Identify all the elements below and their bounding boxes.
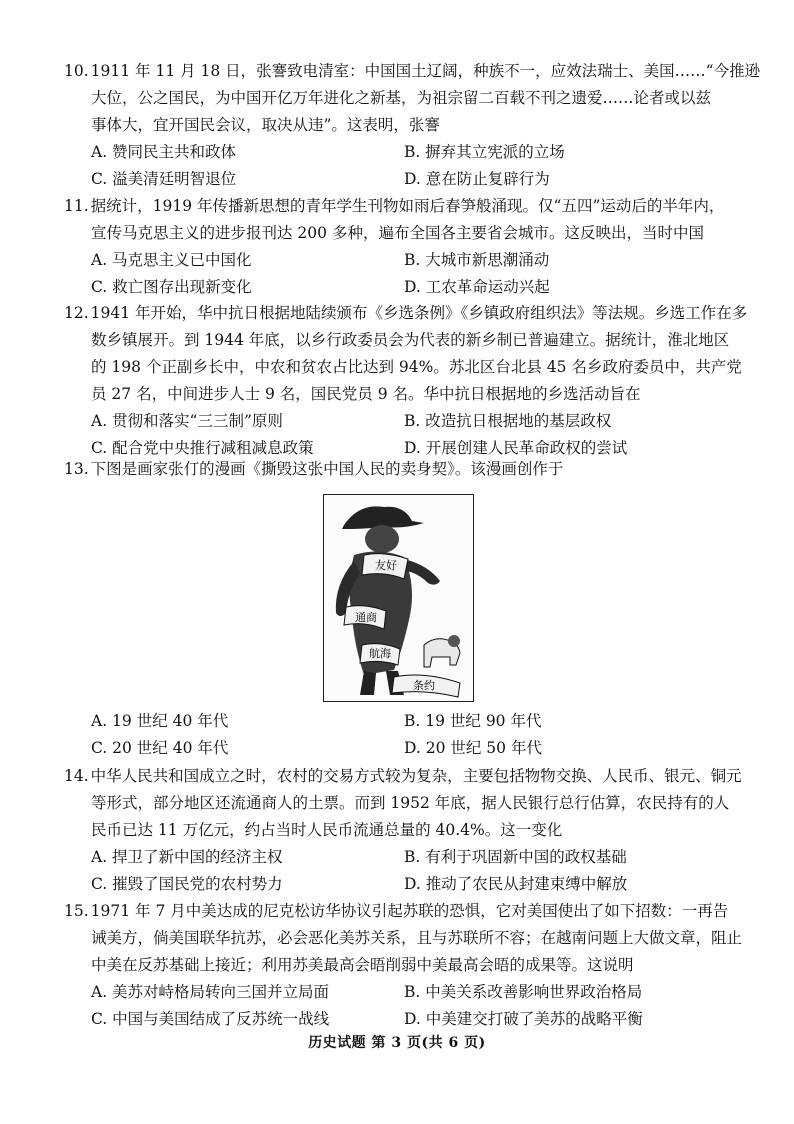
question-13 [64, 456, 764, 483]
stem-line: 员 27 名，中间进步人士 9 名，国民党员 9 名。华中抗日根据地的乡选活动旨在 [91, 385, 641, 403]
option-a: A. 美苏对峙格局转向三国并立局面 [91, 983, 330, 1001]
option-b: B. 摒弃其立宪派的立场 [404, 143, 565, 161]
stem-line: 宣传马克思主义的进步报刊达 200 多种，遍布全国各主要省会城市。这反映出，当时中国 [91, 224, 704, 242]
question-number: 10. [64, 62, 89, 80]
question-stem [64, 898, 764, 979]
stem-line: 大位，公之国民，为中国开亿万年进化之新基，为祖宗留二百载不刊之遗爱……论者或以兹 [91, 89, 712, 107]
stem-line: 的 198 个正副乡长中，中农和贫农占比达到 94%。苏北区台北县 45 名乡政府委员中，共产党 [91, 358, 742, 376]
options [91, 139, 764, 193]
question-number: 13. [64, 460, 89, 478]
stem-line: 据统计，1919 年传播新思想的青年学生刊物如雨后春笋般涌现。仅“五四”运动后的半年内， [90, 197, 725, 215]
page-footer: 历史试题 第 3 页(共 6 页) [308, 1035, 486, 1051]
stem-line: 事体大，宜开国民会议，取决从违”。这表明，张謇 [91, 116, 440, 134]
options [91, 247, 764, 301]
options [91, 979, 764, 1033]
cartoon-label: 通商 [355, 611, 377, 624]
stem-line: 等形式，部分地区还流通商人的土票。而到 1952 年底，据人民银行总行估算，农民持有的人 [91, 794, 730, 812]
option-d: D. 中美建交打破了美苏的战略平衡 [404, 1010, 643, 1028]
option-a: A. 马克思主义已中国化 [91, 251, 252, 269]
stem-line: 民币已达 11 万亿元，约占当时人民币流通总量的 40.4%。这一变化 [91, 821, 563, 839]
option-c: C. 中国与美国结成了反苏统一战线 [91, 1010, 330, 1028]
stem-line: 数乡镇展开。到 1944 年底，以乡行政委员会为代表的新乡制已普遍建立。据统计，淮北地区 [91, 331, 730, 349]
question-stem [64, 456, 764, 483]
question-number: 15. [64, 902, 89, 920]
question-stem [64, 300, 764, 408]
cartoon-label: 航海 [369, 647, 391, 660]
question-stem [64, 763, 764, 844]
option-c: C. 溢美清廷明智退位 [91, 170, 237, 188]
question-11 [64, 193, 764, 301]
question-13-options [64, 708, 764, 762]
option-c: C. 救亡图存出现新变化 [91, 278, 252, 296]
stem-line: 中华人民共和国成立之时，农村的交易方式较为复杂，主要包括物物交换、人民币、银元、铜元 [90, 767, 742, 785]
option-d: D. 开展创建人民革命政权的尝试 [404, 439, 628, 457]
question-number: 12. [64, 304, 89, 322]
option-c: C. 摧毁了国民党的农村势力 [91, 875, 283, 893]
options [91, 408, 764, 462]
question-14 [64, 763, 764, 898]
options [91, 708, 764, 762]
stem-line: 1911 年 11 月 18 日，张謇致电清室：中国国土辽阔，种族不一，应效法瑞士、美国……“今推逊 [90, 62, 761, 80]
stem-line: 诫美方，倘美国联华抗苏，必会恶化美苏关系，且与苏联所不容；在越南问题上大做文章，阻止 [91, 929, 743, 947]
option-d: D. 20 世纪 50 年代 [404, 739, 542, 757]
option-a: A. 贯彻和落实“三三制”原则 [91, 412, 283, 430]
stem-line: 中美在反苏基础上接近；利用苏美最高会晤削弱中美最高会晤的成果等。这说明 [91, 956, 634, 974]
cartoon-drawing [324, 495, 472, 700]
stem-line: 1971 年 7 月中美达成的尼克松访华协议引起苏联的恐惧，它对美国使出了如下招数：一再告 [90, 902, 729, 920]
question-12 [64, 300, 764, 462]
option-a: A. 捍卫了新中国的经济主权 [91, 848, 283, 866]
option-d: D. 推动了农民从封建束缚中解放 [404, 875, 628, 893]
option-a: A. 赞同民主共和政体 [91, 143, 237, 161]
stem-line: 下图是画家张仃的漫画《撕毁这张中国人民的卖身契》。该漫画创作于 [90, 460, 564, 478]
option-c: C. 20 世纪 40 年代 [91, 739, 229, 757]
option-d: D. 意在防止复辟行为 [404, 170, 550, 188]
question-stem [64, 193, 764, 247]
option-b: B. 大城市新思潮涌动 [404, 251, 550, 269]
option-b: B. 中美关系改善影响世界政治格局 [404, 983, 643, 1001]
option-b: B. 有利于巩固新中国的政权基础 [404, 848, 627, 866]
question-number: 11. [64, 197, 89, 215]
cartoon-image [323, 494, 474, 702]
stem-line: 1941 年开始，华中抗日根据地陆续颁布《乡选条例》《乡镇政府组织法》等法规。乡选工作在多 [90, 304, 748, 322]
option-b: B. 改造抗日根据地的基层政权 [404, 412, 612, 430]
cartoon-label: 友好 [375, 559, 397, 572]
cartoon-label: 条约 [413, 679, 435, 692]
question-number: 14. [64, 767, 89, 785]
option-c: C. 配合党中央推行减租减息政策 [91, 439, 314, 457]
question-15 [64, 898, 764, 1033]
options [91, 844, 764, 898]
question-10 [64, 58, 764, 193]
option-b: B. 19 世纪 90 年代 [404, 712, 542, 730]
option-a: A. 19 世纪 40 年代 [91, 712, 229, 730]
option-d: D. 工农革命运动兴起 [404, 278, 550, 296]
question-stem [64, 58, 764, 139]
